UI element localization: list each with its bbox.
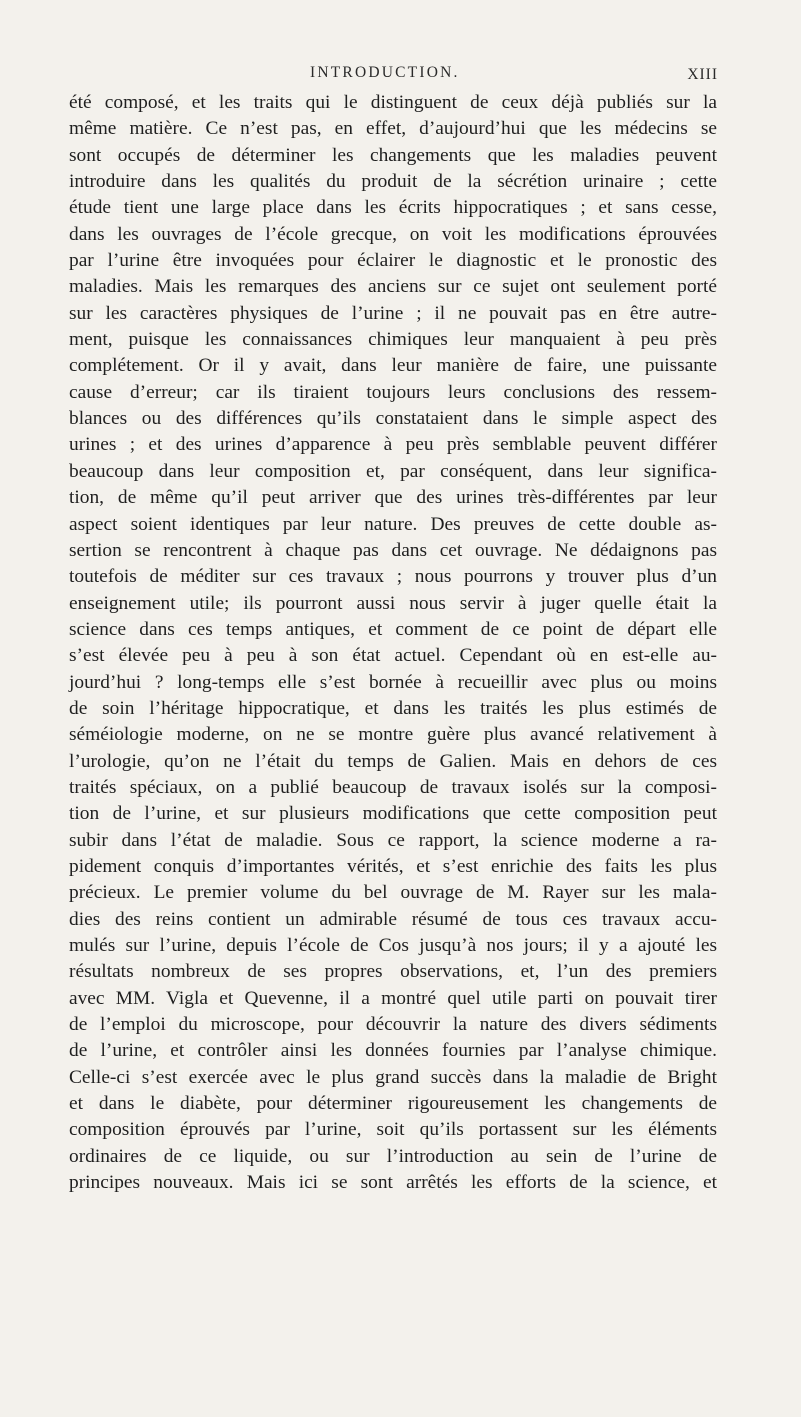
running-head [0, 64, 801, 88]
text-line: sont occupés de déterminer les changements que les maladies peuvent [69, 144, 717, 166]
text-line: aspect soient identiques par leur nature. Des preuves de cette double as- [69, 513, 717, 535]
text-line: même matière. Ce n’est pas, en effet, d’aujourd’hui que les médecins se [69, 118, 717, 140]
text-line: pidement conquis d’importantes vérités, et s’est enrichie des faits les plus [69, 855, 717, 877]
text-line: par l’urine être invoquées pour éclairer le diagnostic et le pronostic des [69, 250, 717, 272]
running-head-title: INTRODUCTION. [310, 64, 460, 81]
text-line: sertion se rencontrent à chaque pas dans cet ouvrage. Ne dédaignons pas [69, 539, 717, 561]
text-line: introduire dans les qualités du produit de la sécrétion urinaire ; cette [69, 171, 717, 193]
text-line: précieux. Le premier volume du bel ouvrage de M. Rayer sur les mala- [69, 882, 717, 904]
text-line: jourd’hui ? long-temps elle s’est bornée à recueillir avec plus ou moins [69, 671, 717, 693]
text-line: séméiologie moderne, on ne se montre guère plus avancé relativement à [69, 724, 717, 746]
text-line: principes nouveaux. Mais ici se sont arrêtés les efforts de la science, et [69, 1172, 717, 1194]
text-line: mulés sur l’urine, depuis l’école de Cos jusqu’à nos jours; il y a ajouté les [69, 935, 717, 956]
text-line: de soin l’héritage hippocratique, et dans les traités les plus estimés de [69, 697, 717, 719]
text-line: avec MM. Vigla et Quevenne, il a montré quel utile parti on pouvait tirer [69, 987, 717, 1009]
text-line: toutefois de méditer sur ces travaux ; nous pourrons y trouver plus d’un [69, 566, 717, 588]
text-line: complétement. Or il y avait, dans leur manière de faire, une puissante [69, 355, 717, 377]
text-line: de l’emploi du microscope, pour découvrir la nature des divers sédiments [69, 1014, 717, 1036]
text-line: Celle-ci s’est exercée avec le plus grand succès dans la maladie de Bright [69, 1066, 717, 1088]
text-line: subir dans l’état de maladie. Sous ce rapport, la science moderne a ra- [69, 829, 717, 851]
text-line: ordinaires de ce liquide, ou sur l’introduction au sein de l’urine de [69, 1145, 717, 1167]
text-line: étude tient une large place dans les écrits hippocratiques ; et sans cesse, [69, 197, 717, 219]
text-line: ment, puisque les connaissances chimiques leur manquaient à peu près [69, 329, 717, 351]
text-line: et dans le diabète, pour déterminer rigoureusement les changements de [69, 1093, 717, 1115]
text-line: tion, de même qu’il peut arriver que des urines très-différentes par leur [69, 487, 717, 509]
text-line: urines ; et des urines d’apparence à peu près semblable peuvent différer [69, 434, 717, 456]
body-text [69, 90, 717, 1196]
page-number: XIII [687, 66, 718, 83]
text-line: résultats nombreux de ses propres observations, et, l’un des premiers [69, 961, 717, 983]
text-line: beaucoup dans leur composition et, par conséquent, dans leur significa- [69, 460, 717, 482]
text-line: de l’urine, et contrôler ainsi les données fournies par l’analyse chimique. [69, 1040, 717, 1062]
text-line: dans les ouvrages de l’école grecque, on voit les modifications éprouvées [69, 223, 717, 245]
text-line: composition éprouvés par l’urine, soit qu’ils portassent sur les éléments [69, 1119, 717, 1141]
text-line: tion de l’urine, et sur plusieurs modifications que cette composition peut [69, 803, 717, 825]
text-line: été composé, et les traits qui le distinguent de ceux déjà publiés sur la [69, 92, 717, 113]
text-line: s’est élevée peu à peu à son état actuel. Cependant où en est-elle au- [69, 645, 717, 667]
text-line: traités spéciaux, on a publié beaucoup de travaux isolés sur la composi- [69, 776, 717, 798]
text-line: science dans ces temps antiques, et comment de ce point de départ elle [69, 618, 717, 640]
text-line: enseignement utile; ils pourront aussi nous servir à juger quelle était la [69, 592, 717, 614]
text-line: dies des reins contient un admirable résumé de tous ces travaux accu- [69, 908, 717, 930]
text-line: blances ou des différences qu’ils constataient dans le simple aspect des [69, 408, 717, 430]
text-line: maladies. Mais les remarques des anciens sur ce sujet ont seulement porté [69, 276, 717, 298]
text-line: l’urologie, qu’on ne l’était du temps de Galien. Mais en dehors de ces [69, 750, 717, 772]
text-line: cause d’erreur; car ils tiraient toujours leurs conclusions des ressem- [69, 381, 717, 403]
text-line: sur les caractères physiques de l’urine ; il ne pouvait pas en être autre- [69, 302, 717, 324]
